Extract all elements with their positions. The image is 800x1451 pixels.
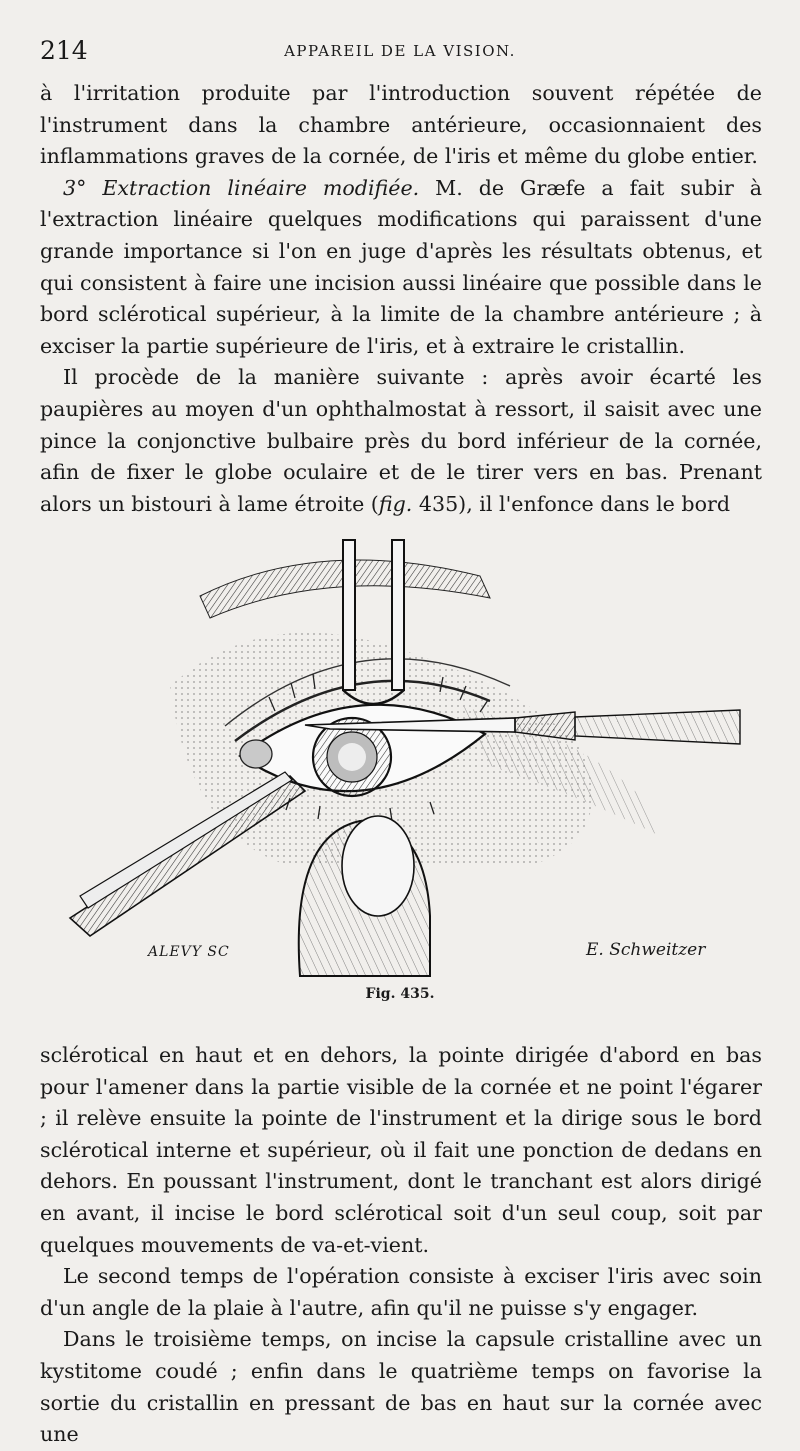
engraver-signature: ALEVY SC [148, 944, 230, 960]
paragraph-body: Il procède de la manière suivante : après avoir écarté les paupières au moyen d'un ophthalmostat à ressort, il saisit avec une pince la conjonctive bulbaire près du bord inférieur de la cornée, afin de fixer le globe oculaire et de le tirer vers en bas. Prenant alors un bistouri à lame étroite ( [40, 365, 762, 516]
paragraph [40, 362, 762, 520]
figure-illustration [60, 536, 750, 982]
eye-surgery-engraving [60, 536, 750, 982]
text-block-bottom [40, 1040, 762, 1451]
text-block-top [40, 78, 762, 520]
paragraph: sclérotical en haut et en dehors, la pointe dirigée d'abord en bas pour l'amener dans la partie visible de la cornée et ne point l'égarer ; il relève ensuite la pointe de l'instrument et la dirige sous le bord sclérotical interne et supérieur, où il fait une ponction de dedans en dehors. En poussant l'instrument, dont le tranchant est alors dirigé en avant, il incise le bord sclérotical soit d'un seul coup, soit par quelques mouvements de va-et-vient. [40, 1043, 762, 1257]
section-label: 3° Extraction linéaire modifiée. [63, 175, 420, 200]
figure-caption: Fig. 435. [365, 986, 435, 1002]
page-header [40, 36, 760, 76]
paragraph: Le second temps de l'opération consiste à exciser l'iris avec soin d'un angle de la plaie à l'autre, afin qu'il ne puisse s'y engager. [40, 1264, 762, 1320]
paragraph-body: 435), il l'enfonce dans le bord [412, 491, 731, 516]
paragraph-body: M. de Græfe a fait subir à l'extraction linéaire quelques modifications qui paraissent d'une grande importance si l'on en juge d'après les résultats obtenus, et qui consistent à faire une incision aussi linéaire que possible dans le bord sclérotical supérieur, à la limite de la chambre antérieure ; à exciser la partie supérieure de l'iris, et à extraire le cristallin. [40, 175, 762, 358]
page-number: 214 [40, 36, 88, 65]
paragraph: Dans le troisième temps, on incise la capsule cristalline avec un kystitome coudé ; enfin dans le quatrième temps on favorise la sortie du cristallin en pressant de bas en haut sur la cornée avec une [40, 1327, 762, 1447]
artist-signature: E. Schweitzer [586, 940, 706, 960]
paragraph: à l'irritation produite par l'introduction souvent répétée de l'instrument dans la chambre antérieure, occasionnaient des inflammations graves de la cornée, de l'iris et même du globe entier. [40, 81, 762, 169]
figure-reference: fig. [378, 491, 413, 516]
paragraph [40, 173, 762, 363]
running-title: APPAREIL DE LA VISION. [284, 42, 516, 60]
